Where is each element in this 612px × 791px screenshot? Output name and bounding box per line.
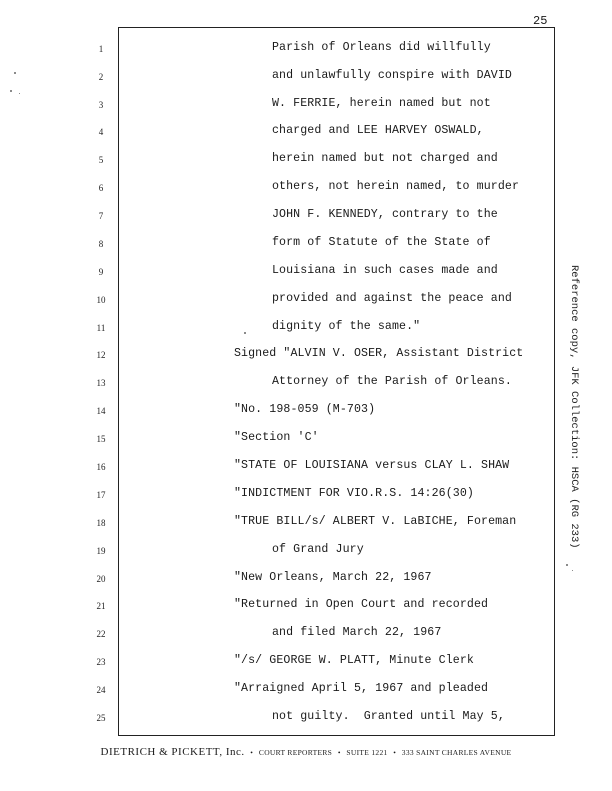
transcript-line: "INDICTMENT FOR VIO.R.S. 14:26(30) xyxy=(234,487,474,500)
footer-separator: • xyxy=(337,748,341,757)
line-number: 10 xyxy=(96,295,106,305)
transcript-line: of Grand Jury xyxy=(272,543,364,556)
transcript-line: provided and against the peace and xyxy=(272,292,512,305)
footer-address: 333 SAINT CHARLES AVENUE xyxy=(401,748,512,757)
scan-speck xyxy=(572,570,573,571)
page-number: 25 xyxy=(533,14,548,28)
scan-speck xyxy=(14,72,16,74)
transcript-line: and filed March 22, 1967 xyxy=(272,626,442,639)
scan-speck xyxy=(10,90,12,92)
footer-separator: • xyxy=(393,748,397,757)
line-number: 21 xyxy=(96,601,106,611)
scan-speck xyxy=(244,332,246,334)
transcript-line: herein named but not charged and xyxy=(272,152,498,165)
transcript-line: dignity of the same." xyxy=(272,320,421,333)
line-number: 18 xyxy=(96,518,106,528)
footer-separator: • xyxy=(250,748,254,757)
line-number: 20 xyxy=(96,574,106,584)
archive-reference-note: Reference copy, JFK Collection: HSCA (RG 233) xyxy=(568,265,580,549)
line-number: 1 xyxy=(98,44,104,54)
transcript-line: "No. 198-059 (M-703) xyxy=(234,403,376,416)
transcript-line: Louisiana in such cases made and xyxy=(272,264,498,277)
transcript-line: form of Statute of the State of xyxy=(272,236,491,249)
line-number: 24 xyxy=(96,685,106,695)
transcript-line: "Returned in Open Court and recorded xyxy=(234,598,489,611)
footer-suite: SUITE 1221 xyxy=(346,748,388,757)
transcript-line: "/s/ GEORGE W. PLATT, Minute Clerk xyxy=(234,654,474,667)
footer-service: COURT REPORTERS xyxy=(258,748,333,757)
court-reporter-footer xyxy=(0,746,612,758)
transcript-line: "New Orleans, March 22, 1967 xyxy=(234,571,432,584)
line-number: 16 xyxy=(96,462,106,472)
line-number: 3 xyxy=(98,100,104,110)
transcript-line: W. FERRIE, herein named but not xyxy=(272,97,491,110)
transcript-line: "STATE OF LOUISIANA versus CLAY L. SHAW xyxy=(234,459,510,472)
line-number: 5 xyxy=(98,155,104,165)
transcript-line: "Arraigned April 5, 1967 and pleaded xyxy=(234,682,489,695)
transcript-line: others, not herein named, to murder xyxy=(272,180,520,193)
transcript-line: Attorney of the Parish of Orleans. xyxy=(272,375,512,388)
transcript-line: and unlawfully conspire with DAVID xyxy=(272,69,512,82)
transcript-line: Parish of Orleans did willfully xyxy=(272,41,491,54)
line-number: 25 xyxy=(96,713,106,723)
line-number: 15 xyxy=(96,434,106,444)
transcript-line: JOHN F. KENNEDY, contrary to the xyxy=(272,208,498,221)
firm-name: DIETRICH & PICKETT, Inc. xyxy=(100,746,245,758)
line-number: 12 xyxy=(96,350,106,360)
transcript-line: Signed "ALVIN V. OSER, Assistant District xyxy=(234,347,524,360)
line-number: 22 xyxy=(96,629,106,639)
line-number: 7 xyxy=(98,211,104,221)
line-number: 6 xyxy=(98,183,104,193)
line-number: 13 xyxy=(96,378,106,388)
line-number: 11 xyxy=(96,323,106,333)
transcript-line: charged and LEE HARVEY OSWALD, xyxy=(272,124,484,137)
line-number: 14 xyxy=(96,406,106,416)
transcript-line: not guilty. Granted until May 5, xyxy=(272,710,505,723)
transcript-line: "Section 'C' xyxy=(234,431,319,444)
line-number: 19 xyxy=(96,546,106,556)
scan-speck xyxy=(566,564,568,566)
line-number: 4 xyxy=(98,127,104,137)
line-number: 23 xyxy=(96,657,106,667)
line-number: 9 xyxy=(98,267,104,277)
transcript-line: "TRUE BILL/s/ ALBERT V. LaBICHE, Foreman xyxy=(234,515,517,528)
line-number: 17 xyxy=(96,490,106,500)
line-number: 2 xyxy=(98,72,104,82)
line-number: 8 xyxy=(98,239,104,249)
scan-speck xyxy=(19,93,20,94)
